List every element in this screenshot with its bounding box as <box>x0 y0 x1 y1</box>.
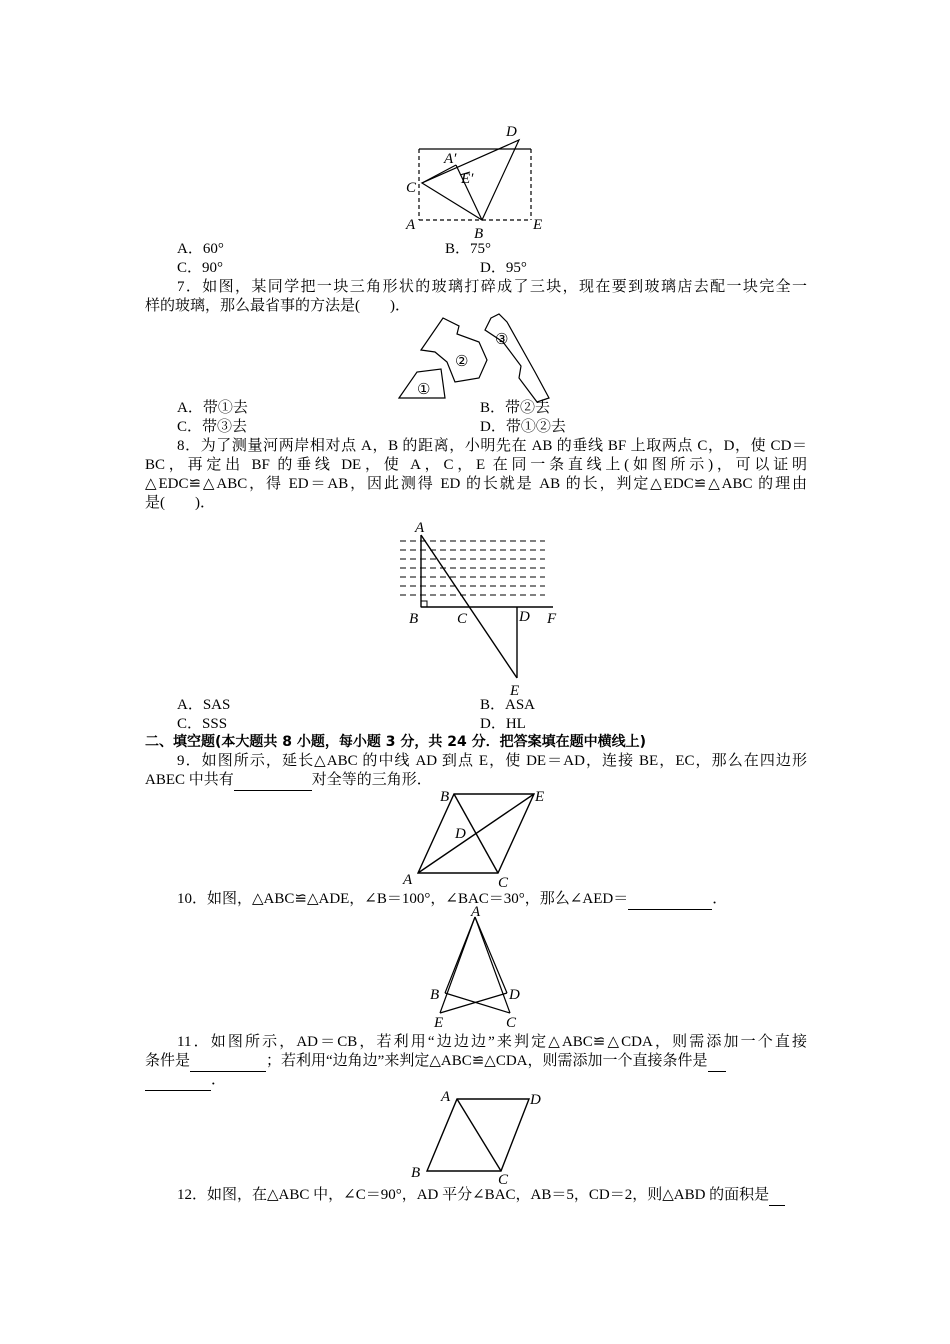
label-b: B <box>474 226 484 240</box>
q10-answer-blank <box>628 890 712 910</box>
q9-answer-blank <box>234 771 312 791</box>
q7-text-line2: 样的玻璃，那么最省事的方法是( )． <box>145 298 410 314</box>
q7-text-line1: 7．如图，某同学把一块三角形状的玻璃打碎成了三块，现在要到玻璃店去配一块完全一 <box>177 279 807 295</box>
q8-option-b: B．ASA <box>480 697 536 713</box>
q11-answer-blank-2b <box>145 1071 211 1091</box>
q8-text-line3: △EDC≌△ABC，得 ED＝AB，因此测得 ED 的长就是 AB 的长，判定△EDC≌△ABC 的理由 <box>145 476 807 492</box>
label-a: A <box>471 905 481 920</box>
label-e: E <box>535 789 545 805</box>
piece-2-label: ② <box>455 354 469 370</box>
q10-text: 10．如图，△ABC≌△ADE，∠B＝100°，∠BAC＝30°，那么∠AED＝ <box>177 891 629 907</box>
q12-text: 12．如图，在△ABC 中，∠C＝90°，AD 平分∠BAC，AB＝5，CD＝2，则△ABD 的面积是 <box>177 1187 770 1203</box>
label-a: A <box>406 217 416 233</box>
figure-q8-river <box>395 515 570 700</box>
q8-option-c: C．SSS <box>177 716 228 732</box>
label-f: F <box>547 611 557 627</box>
label-e-prime: E′ <box>461 171 474 187</box>
label-c: C <box>457 611 468 627</box>
label-e: E <box>533 217 543 233</box>
q11-answer-blank-1 <box>190 1052 266 1072</box>
label-d: D <box>530 1092 541 1108</box>
q9-text-line1: 9．如图所示，延长△ABC 的中线 AD 到点 E，使 DE＝AD，连接 BE，EC，那么在四边形 <box>177 753 807 769</box>
q11-answer-blank-2a <box>708 1052 726 1072</box>
label-a: A <box>415 520 425 536</box>
figure-q11 <box>405 1085 555 1185</box>
figure-q6 <box>400 120 550 240</box>
label-c: C <box>498 1172 509 1185</box>
piece-1-label: ① <box>417 382 431 398</box>
q6-option-d: D．95° <box>480 260 527 276</box>
label-b: B <box>430 987 440 1003</box>
label-a-prime: A′ <box>444 151 457 167</box>
q8-text-line4: 是( )． <box>145 495 215 511</box>
q12-answer-blank <box>769 1186 785 1206</box>
section-2-heading: 二、填空题(本大题共 8 小题，每小题 3 分，共 24 分．把答案填在题中横线上) <box>145 734 647 750</box>
label-d: D <box>519 609 530 625</box>
q7-option-b: B．带②去 <box>480 400 551 416</box>
q8-option-d: D．HL <box>480 716 526 732</box>
label-e: E <box>434 1015 444 1030</box>
label-c: C <box>498 875 509 890</box>
q7-option-d: D．带①②去 <box>480 419 566 435</box>
q10-text-end: ． <box>712 891 728 907</box>
label-d: D <box>455 826 466 842</box>
label-c: C <box>506 1015 517 1030</box>
q11-text-line2b: ；若利用“边角边”来判定△ABC≌△CDA，则需添加一个直接条件是 <box>266 1053 708 1069</box>
label-b: B <box>440 789 450 805</box>
label-e: E <box>510 683 520 699</box>
q6-option-a: A．60° <box>177 241 224 257</box>
label-a: A <box>441 1089 451 1105</box>
q11-text-line2a: 条件是 <box>145 1053 191 1069</box>
q8-text-line1: 8．为了测量河两岸相对点 A，B 的距离，小明先在 AB 的垂线 BF 上取两点 C，D，使 CD＝ <box>177 438 807 454</box>
q9-text-line2a: ABEC 中共有 <box>145 772 234 788</box>
figure-q10 <box>420 905 530 1030</box>
figure-q7-glass-pieces <box>395 312 560 404</box>
q11-text-line3-end: ． <box>211 1072 227 1088</box>
label-b: B <box>409 611 419 627</box>
figure-q9 <box>400 785 555 890</box>
label-d: D <box>506 124 517 140</box>
label-c: C <box>406 180 417 196</box>
piece-3-label: ③ <box>495 332 509 348</box>
label-b: B <box>411 1165 421 1181</box>
q9-text-line2b: 对全等的三角形． <box>311 772 432 788</box>
q6-option-c: C．90° <box>177 260 224 276</box>
q8-option-a: A．SAS <box>177 697 231 713</box>
q7-option-c: C．带③去 <box>177 419 248 435</box>
label-d: D <box>509 987 520 1003</box>
label-a: A <box>403 872 413 888</box>
q7-option-a: A．带①去 <box>177 400 248 416</box>
q6-option-b: B．75° <box>445 241 492 257</box>
q8-text-line2: BC，再定出 BF 的垂线 DE，使 A，C，E 在同一条直线上(如图所示)，可以证明 <box>145 457 807 473</box>
q11-text-line1: 11．如图所示，AD＝CB，若利用“边边边”来判定△ABC≌△CDA，则需添加一个直接 <box>177 1034 807 1050</box>
